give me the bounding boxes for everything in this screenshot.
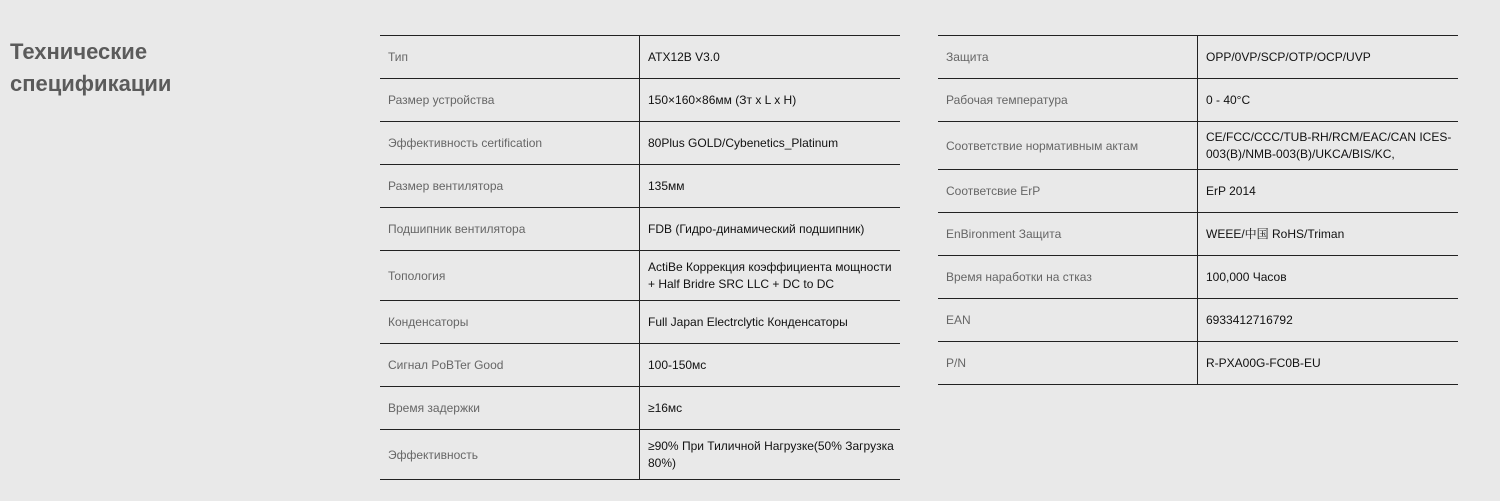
spec-row-fan-bearing <box>380 208 900 251</box>
spec-row-erp <box>938 170 1458 213</box>
spec-key: Время наработки на стказ <box>938 256 1198 298</box>
spec-row-ean <box>938 299 1458 342</box>
spec-value: 135мм <box>648 178 685 193</box>
spec-value: 150×160×86мм (Зт x L x H) <box>648 92 797 107</box>
spec-key: Конденсаторы <box>380 301 640 343</box>
spec-key: Эффективность certification <box>380 122 640 164</box>
spec-row-mtbf <box>938 256 1458 299</box>
spec-key: Размер вентилятора <box>380 165 640 207</box>
spec-row-efficiency-cert <box>380 122 900 165</box>
spec-key: Соответствие нормативным актам <box>938 122 1198 169</box>
spec-value: ≥90% При Тиличной Нагрузке(50% Загрузка 80%) <box>648 438 894 470</box>
spec-row-topology <box>380 251 900 301</box>
spec-key: Подшипник вентилятора <box>380 208 640 250</box>
spec-value: ≥16мс <box>648 400 683 415</box>
spec-value: CE/FCC/CCC/TUB-RH/RCM/EAC/CAN ICES-003(B)/NMB-003(B)/UKCA/BIS/KC, <box>1206 129 1452 161</box>
spec-key: Размер устройства <box>380 79 640 121</box>
spec-key: Эффективность <box>380 430 640 479</box>
spec-key: Тип <box>380 36 640 78</box>
spec-row-dimensions <box>380 79 900 122</box>
spec-table-left <box>380 35 900 480</box>
spec-value: Full Japan Electrclytic Конденсаторы <box>648 314 848 329</box>
spec-value: 0 - 40°C <box>1206 92 1251 107</box>
spec-value: R-PXA00G-FC0B-EU <box>1206 355 1321 370</box>
spec-row-operating-temp <box>938 79 1458 122</box>
spec-row-type <box>380 36 900 79</box>
spec-key: EnBironment Защита <box>938 213 1198 255</box>
section-title-line1: Технические <box>10 39 148 64</box>
section-title <box>10 36 210 100</box>
spec-key: Защита <box>938 36 1198 78</box>
spec-row-fan-size <box>380 165 900 208</box>
spec-key: Соответсвие ErP <box>938 170 1198 212</box>
spec-row-power-good <box>380 344 900 387</box>
spec-row-hold-up-time <box>380 387 900 430</box>
spec-value: ATX12B V3.0 <box>648 49 720 64</box>
spec-value: OPP/0VP/SCP/OTP/OCP/UVP <box>1206 49 1371 64</box>
spec-value: ErP 2014 <box>1206 183 1256 198</box>
spec-key: Сигнал PoBTer Good <box>380 344 640 386</box>
spec-row-protection <box>938 36 1458 79</box>
spec-row-capacitors <box>380 301 900 344</box>
spec-table-right <box>938 35 1458 385</box>
spec-value: ActiBe Коррекция коэффициента мощности + Half Bridre SRC LLC + DC to DC <box>648 259 892 291</box>
spec-value: WEEE/中国 RoHS/Triman <box>1206 226 1345 241</box>
spec-key: Топология <box>380 251 640 300</box>
spec-key: P/N <box>938 342 1198 384</box>
spec-row-environment <box>938 213 1458 256</box>
spec-key: Время задержки <box>380 387 640 429</box>
section-title-line2: спецификации <box>10 71 172 96</box>
spec-value: 6933412716792 <box>1206 312 1293 327</box>
spec-row-regulatory <box>938 122 1458 170</box>
spec-value: 100-150мс <box>648 357 707 372</box>
spec-row-efficiency <box>380 430 900 480</box>
spec-key: Рабочая температура <box>938 79 1198 121</box>
spec-value: 80Plus GOLD/Cybenetics_Platinum <box>648 135 839 150</box>
spec-value: FDB (Гидро-динамический подшипник) <box>648 221 865 236</box>
spec-value: 100,000 Часов <box>1206 269 1287 284</box>
spec-key: EAN <box>938 299 1198 341</box>
spec-row-part-number <box>938 342 1458 385</box>
